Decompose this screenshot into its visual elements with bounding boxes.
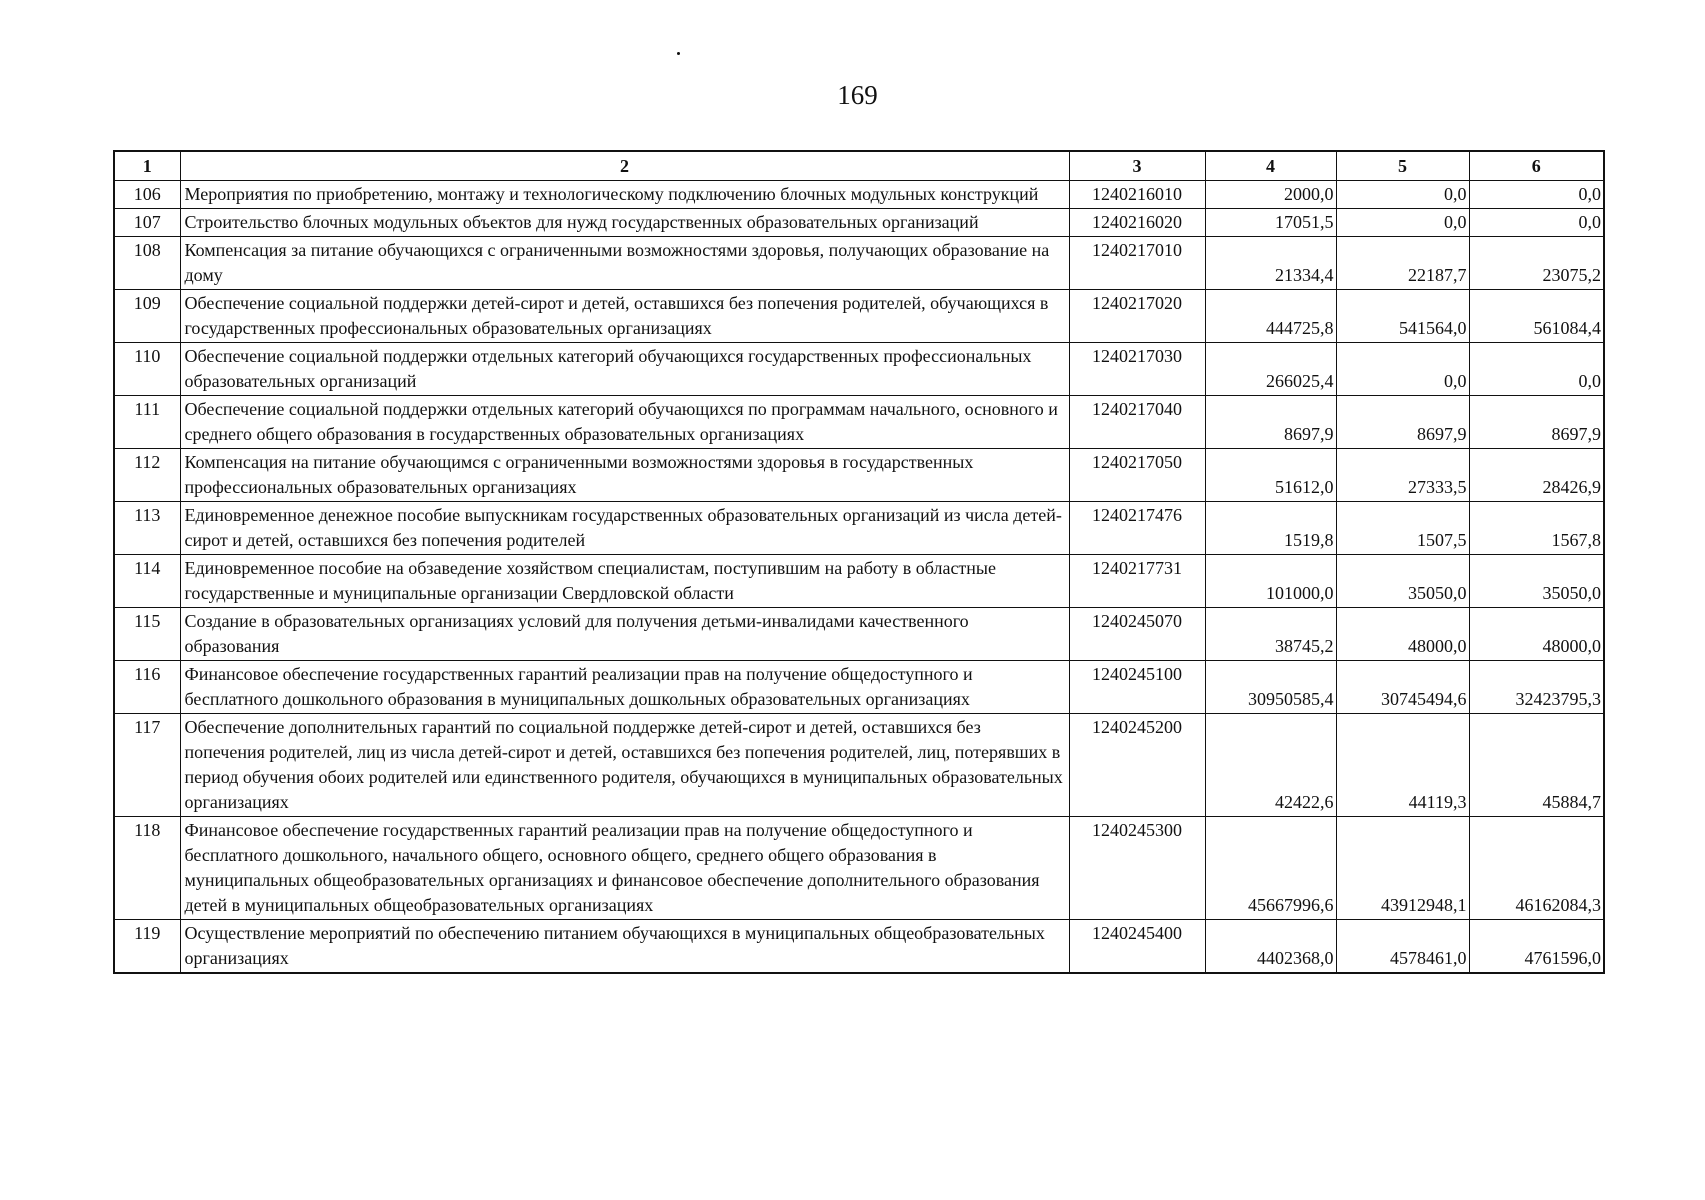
row-number-cell: 114 — [114, 555, 180, 608]
row-code-cell: 1240217731 — [1069, 555, 1205, 608]
row-code-cell: 1240217020 — [1069, 290, 1205, 343]
row-number-cell: 117 — [114, 714, 180, 817]
row-value-col4-cell: 1519,8 — [1205, 502, 1336, 555]
row-code-cell: 1240216010 — [1069, 181, 1205, 209]
row-value-col6-cell: 8697,9 — [1469, 396, 1604, 449]
row-number-cell: 109 — [114, 290, 180, 343]
row-code-cell: 1240245070 — [1069, 608, 1205, 661]
row-value-col4-cell: 21334,4 — [1205, 237, 1336, 290]
row-name-cell: Компенсация за питание обучающихся с ограниченными возможностями здоровья, получающих образование на дому — [180, 237, 1069, 290]
row-number-cell: 119 — [114, 920, 180, 974]
row-value-col6-cell: 35050,0 — [1469, 555, 1604, 608]
row-code-cell: 1240245400 — [1069, 920, 1205, 974]
row-value-col4-cell: 444725,8 — [1205, 290, 1336, 343]
header-col-2: 2 — [180, 151, 1069, 181]
row-name-cell: Компенсация на питание обучающимся с ограниченными возможностями здоровья в государственных профессиональных образовательных организациях — [180, 449, 1069, 502]
row-value-col4-cell: 45667996,6 — [1205, 817, 1336, 920]
row-name-cell: Финансовое обеспечение государственных гарантий реализации прав на получение общедоступного и бесплатного дошкольного, начального общего, основного общего, среднего общего образования в муниципальных общеобразовательных организациях и финансовое обеспечение дополнительного образования детей в муниципальных общеобразовательных организациях — [180, 817, 1069, 920]
row-value-col6-cell: 0,0 — [1469, 343, 1604, 396]
row-value-col4-cell: 42422,6 — [1205, 714, 1336, 817]
row-number-cell: 108 — [114, 237, 180, 290]
row-value-col6-cell: 0,0 — [1469, 181, 1604, 209]
row-code-cell: 1240245100 — [1069, 661, 1205, 714]
header-col-5: 5 — [1336, 151, 1469, 181]
table-row — [114, 661, 1604, 714]
row-name-cell: Создание в образовательных организациях условий для получения детьми-инвалидами качественного образования — [180, 608, 1069, 661]
row-name-cell: Строительство блочных модульных объектов для нужд государственных образовательных организаций — [180, 209, 1069, 237]
row-number-cell: 110 — [114, 343, 180, 396]
row-value-col6-cell: 0,0 — [1469, 209, 1604, 237]
table-row — [114, 237, 1604, 290]
row-value-col6-cell: 32423795,3 — [1469, 661, 1604, 714]
row-code-cell: 1240217040 — [1069, 396, 1205, 449]
row-value-col5-cell: 0,0 — [1336, 343, 1469, 396]
table-row — [114, 608, 1604, 661]
row-name-cell: Обеспечение социальной поддержки детей-сирот и детей, оставшихся без попечения родителей, обучающихся в государственных профессиональных образовательных организациях — [180, 290, 1069, 343]
row-value-col4-cell: 17051,5 — [1205, 209, 1336, 237]
row-value-col5-cell: 27333,5 — [1336, 449, 1469, 502]
row-value-col4-cell: 51612,0 — [1205, 449, 1336, 502]
table-row — [114, 343, 1604, 396]
header-col-6: 6 — [1469, 151, 1604, 181]
row-value-col5-cell: 48000,0 — [1336, 608, 1469, 661]
row-value-col5-cell: 4578461,0 — [1336, 920, 1469, 974]
row-code-cell: 1240216020 — [1069, 209, 1205, 237]
row-code-cell: 1240217010 — [1069, 237, 1205, 290]
row-value-col6-cell: 561084,4 — [1469, 290, 1604, 343]
stray-dot — [677, 52, 680, 55]
row-name-cell: Обеспечение дополнительных гарантий по социальной поддержке детей-сирот и детей, оставшихся без попечения родителей, лиц из числа детей-сирот и детей, оставшихся без попечения родителей, лиц, потерявших в период обучения обоих родителей или единственного родителя, обучающихся в муниципальных образовательных организациях — [180, 714, 1069, 817]
row-code-cell: 1240217030 — [1069, 343, 1205, 396]
row-code-cell: 1240245200 — [1069, 714, 1205, 817]
row-value-col5-cell: 43912948,1 — [1336, 817, 1469, 920]
row-number-cell: 107 — [114, 209, 180, 237]
table-row — [114, 502, 1604, 555]
row-value-col6-cell: 4761596,0 — [1469, 920, 1604, 974]
table-row — [114, 209, 1604, 237]
row-value-col5-cell: 541564,0 — [1336, 290, 1469, 343]
table-row — [114, 449, 1604, 502]
header-col-1: 1 — [114, 151, 180, 181]
row-value-col4-cell: 4402368,0 — [1205, 920, 1336, 974]
row-value-col4-cell: 8697,9 — [1205, 396, 1336, 449]
row-value-col4-cell: 38745,2 — [1205, 608, 1336, 661]
row-number-cell: 112 — [114, 449, 180, 502]
header-col-4: 4 — [1205, 151, 1336, 181]
row-code-cell: 1240217476 — [1069, 502, 1205, 555]
row-code-cell: 1240245300 — [1069, 817, 1205, 920]
row-value-col4-cell: 266025,4 — [1205, 343, 1336, 396]
row-name-cell: Осуществление мероприятий по обеспечению питанием обучающихся в муниципальных общеобразовательных организациях — [180, 920, 1069, 974]
row-number-cell: 106 — [114, 181, 180, 209]
row-name-cell: Единовременное пособие на обзаведение хозяйством специалистам, поступившим на работу в областные государственные и муниципальные организации Свердловской области — [180, 555, 1069, 608]
row-value-col6-cell: 1567,8 — [1469, 502, 1604, 555]
row-name-cell: Мероприятия по приобретению, монтажу и технологическому подключению блочных модульных конструкций — [180, 181, 1069, 209]
row-value-col5-cell: 44119,3 — [1336, 714, 1469, 817]
row-value-col5-cell: 0,0 — [1336, 181, 1469, 209]
row-value-col6-cell: 23075,2 — [1469, 237, 1604, 290]
row-name-cell: Единовременное денежное пособие выпускникам государственных образовательных организаций из числа детей-сирот и детей, оставшихся без попечения родителей — [180, 502, 1069, 555]
row-value-col5-cell: 22187,7 — [1336, 237, 1469, 290]
row-value-col4-cell: 101000,0 — [1205, 555, 1336, 608]
page-number: 169 — [837, 80, 878, 110]
row-value-col5-cell: 30745494,6 — [1336, 661, 1469, 714]
row-value-col6-cell: 28426,9 — [1469, 449, 1604, 502]
table-row — [114, 181, 1604, 209]
row-name-cell: Обеспечение социальной поддержки отдельных категорий обучающихся по программам начального, основного и среднего общего образования в государственных образовательных организациях — [180, 396, 1069, 449]
row-value-col6-cell: 46162084,3 — [1469, 817, 1604, 920]
table-row — [114, 555, 1604, 608]
row-value-col6-cell: 45884,7 — [1469, 714, 1604, 817]
row-value-col4-cell: 30950585,4 — [1205, 661, 1336, 714]
row-number-cell: 113 — [114, 502, 180, 555]
budget-table — [113, 150, 1605, 974]
header-col-3: 3 — [1069, 151, 1205, 181]
row-value-col5-cell: 35050,0 — [1336, 555, 1469, 608]
row-number-cell: 111 — [114, 396, 180, 449]
row-value-col6-cell: 48000,0 — [1469, 608, 1604, 661]
header-row — [114, 151, 1604, 181]
row-value-col4-cell: 2000,0 — [1205, 181, 1336, 209]
table-row — [114, 920, 1604, 974]
row-code-cell: 1240217050 — [1069, 449, 1205, 502]
table-row — [114, 817, 1604, 920]
row-value-col5-cell: 1507,5 — [1336, 502, 1469, 555]
row-number-cell: 115 — [114, 608, 180, 661]
table-row — [114, 714, 1604, 817]
row-value-col5-cell: 0,0 — [1336, 209, 1469, 237]
row-number-cell: 118 — [114, 817, 180, 920]
row-name-cell: Обеспечение социальной поддержки отдельных категорий обучающихся государственных профессиональных образовательных организаций — [180, 343, 1069, 396]
row-value-col5-cell: 8697,9 — [1336, 396, 1469, 449]
row-number-cell: 116 — [114, 661, 180, 714]
row-name-cell: Финансовое обеспечение государственных гарантий реализации прав на получение общедоступного и бесплатного дошкольного образования в муниципальных дошкольных образовательных организациях — [180, 661, 1069, 714]
table-row — [114, 290, 1604, 343]
table-row — [114, 396, 1604, 449]
